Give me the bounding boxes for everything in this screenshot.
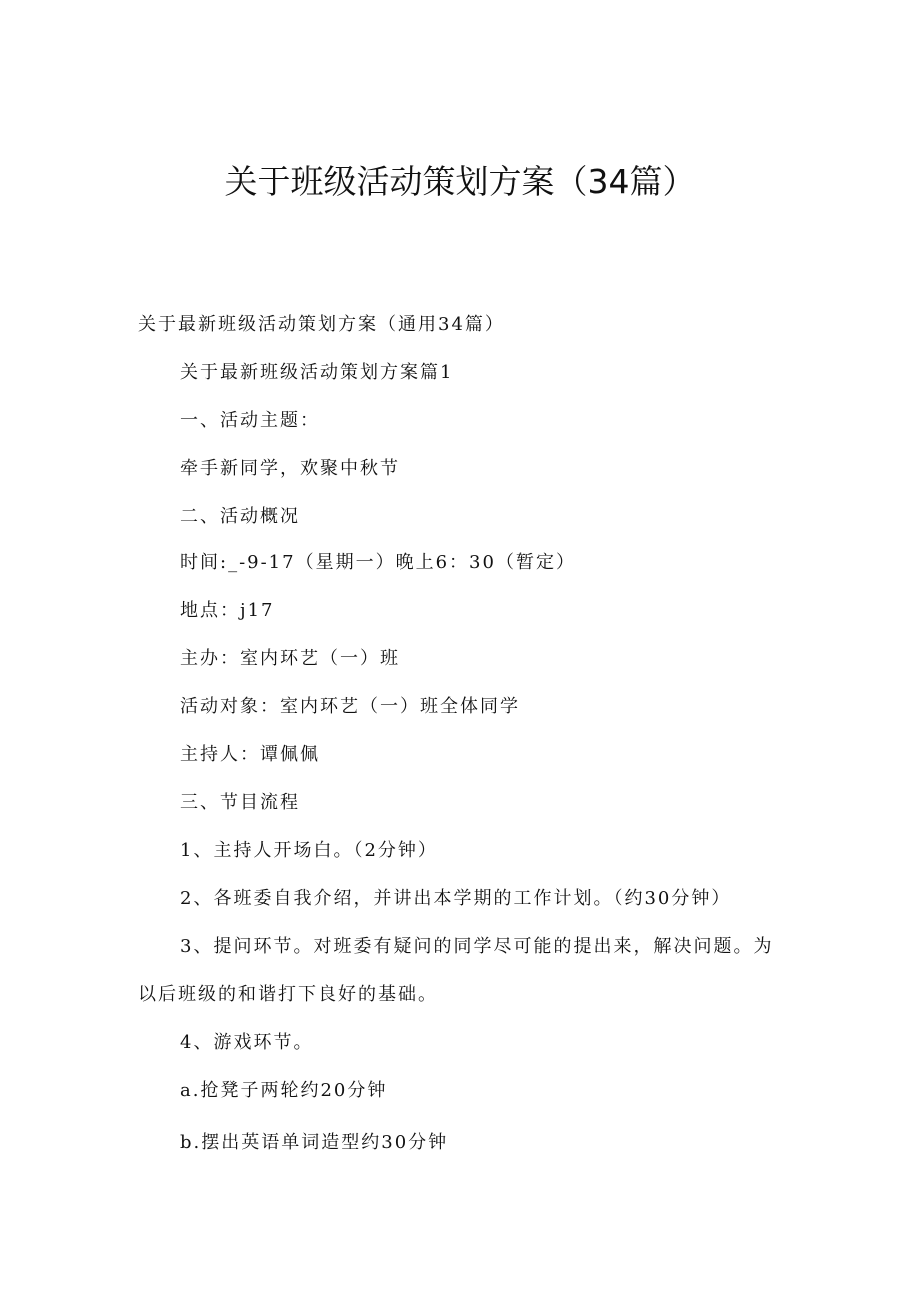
paragraph-line: 1、主持人开场白。（2分钟） [180,840,438,861]
paragraph-line: 主办：室内环艺（一）班 [180,648,400,669]
section-heading: 关于最新班级活动策划方案篇1 [180,362,454,383]
paragraph-line: a.抢凳子两轮约20分钟 [180,1080,388,1101]
paragraph-line: 活动对象：室内环艺（一）班全体同学 [180,696,520,717]
paragraph-line: 时间:_-9-17（星期一）晚上6：30（暂定） [180,552,576,573]
paragraph-line: 主持人：谭佩佩 [180,744,320,765]
paragraph-line: 一、活动主题： [180,410,320,431]
paragraph-line: 2、各班委自我介绍，并讲出本学期的工作计划。（约30分钟） [180,888,732,909]
paragraph-line: b.摆出英语单词造型约30分钟 [180,1132,449,1153]
document-title: 关于班级活动策划方案（34篇） [224,162,696,201]
paragraph-line: 3、提问环节。对班委有疑问的同学尽可能的提出来，解决问题。为 [180,936,774,957]
document-subtitle: 关于最新班级活动策划方案（通用34篇） [138,314,505,335]
paragraph-line: 三、节目流程 [180,792,300,813]
paragraph-line: 地点：j17 [180,600,275,621]
paragraph-line: 4、游戏环节。 [180,1032,314,1053]
paragraph-line: 牵手新同学，欢聚中秋节 [180,458,400,479]
paragraph-line: 以后班级的和谐打下良好的基础。 [138,984,438,1005]
paragraph-line: 二、活动概况 [180,506,300,527]
